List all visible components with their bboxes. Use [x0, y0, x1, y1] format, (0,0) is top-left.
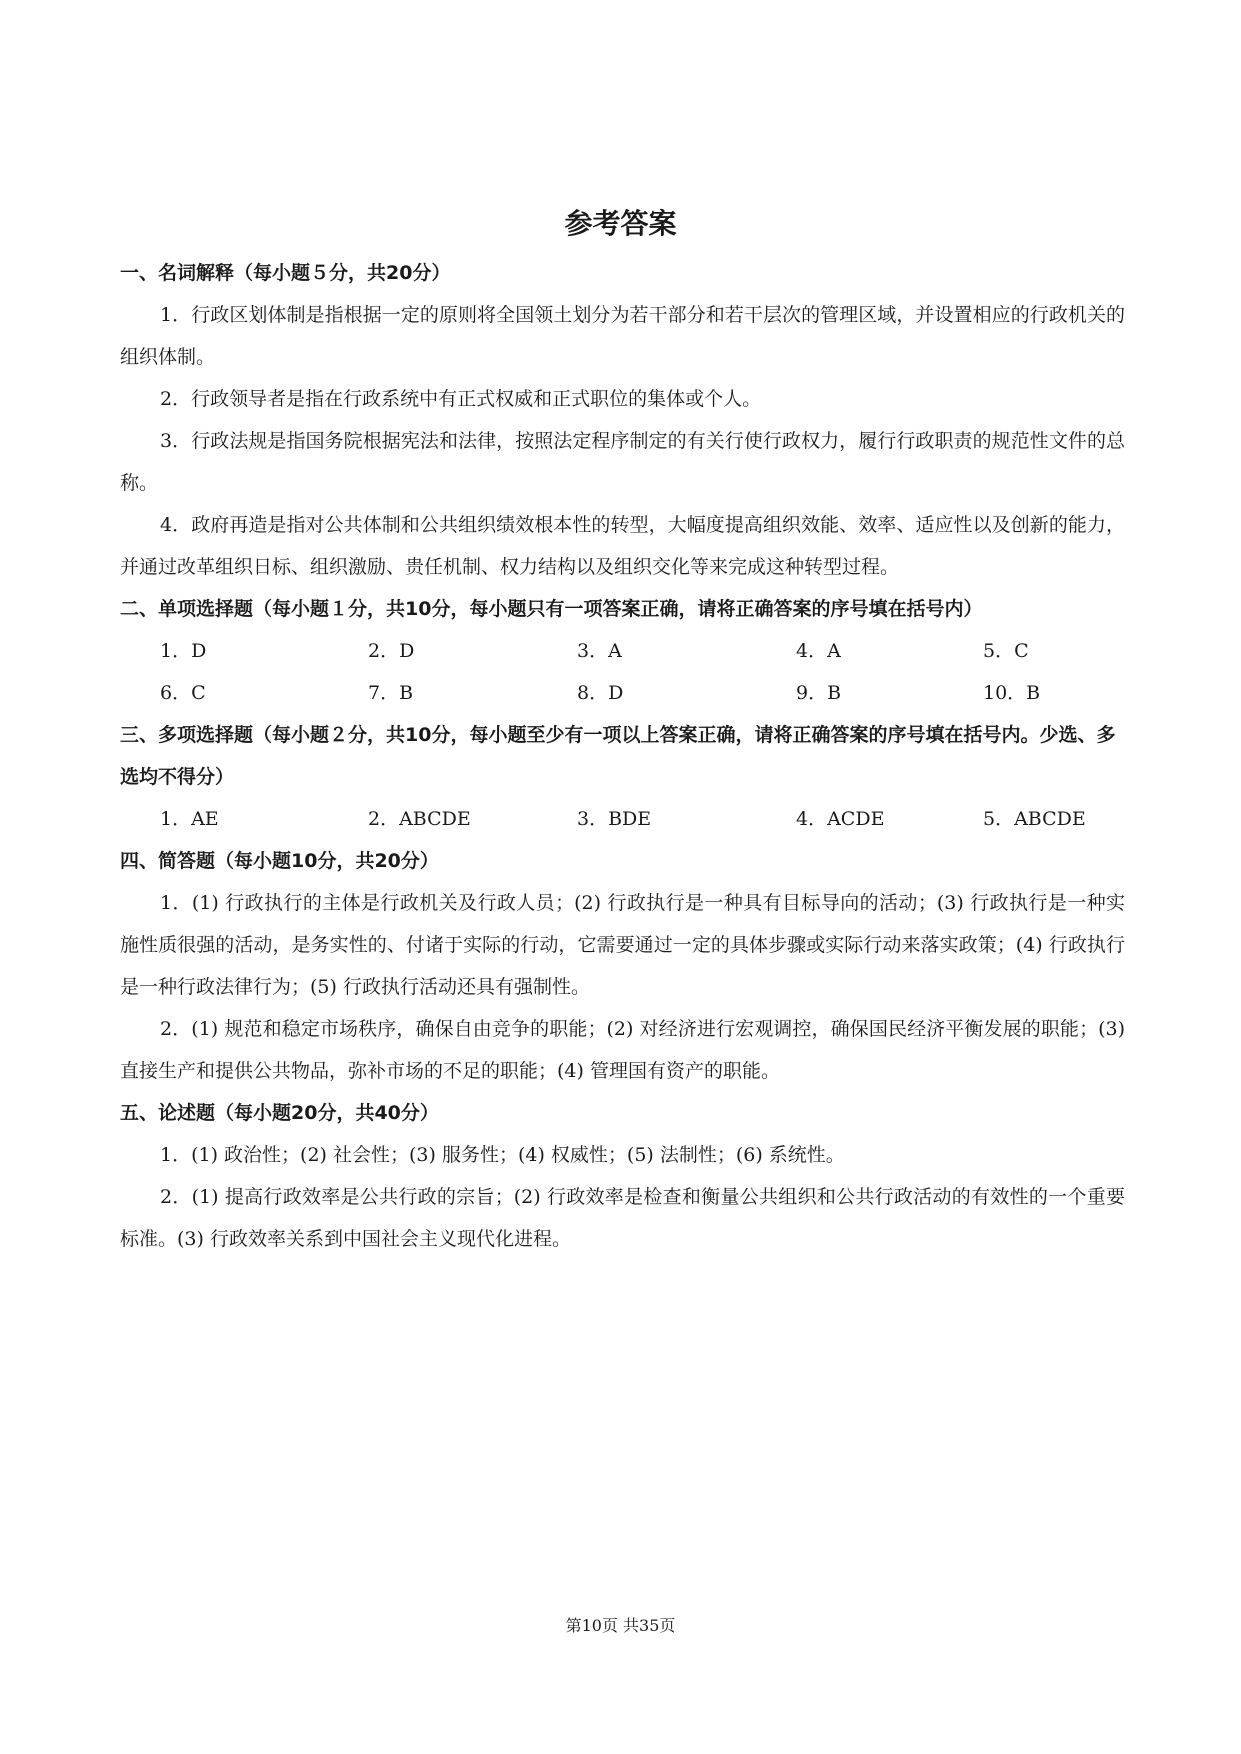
answer-paragraph: 1．(1) 政治性；(2) 社会性；(3) 服务性；(4) 权威性；(5) 法制性；(6) 系统性。 — [160, 1144, 845, 1166]
answer-item: 7．B — [368, 682, 414, 704]
section-essay — [120, 1092, 1125, 1260]
answer-item: 3．BDE — [577, 808, 652, 830]
answer-paragraph: 2．(1) 规范和稳定市场秩序，确保自由竞争的职能；(2) 对经济进行宏观调控，确保国民经济平衡发展的职能；(3) 直接生产和提供公共物品，弥补市场的不足的职能；(4) 管理国有资产的职能。 — [120, 1018, 1125, 1082]
answer-item: 9．B — [796, 682, 842, 704]
section-definitions — [120, 252, 1125, 588]
answer-paragraph: 1．(1) 行政执行的主体是行政机关及行政人员；(2) 行政执行是一种具有目标导向的活动；(3) 行政执行是一种实施性质很强的活动，是务实性的、付诸于实际的行动，它需要通过一定的具体步骤或实际行动来落实政策；(4) 行政执行是一种行政法律行为；(5) 行政执行活动还具有强制性。 — [120, 892, 1125, 998]
page-title: 参考答案 — [564, 207, 677, 240]
answer-item: 1．D — [160, 640, 207, 662]
section-heading: 三、多项选择题（每小题２分，共10分，每小题至少有一项以上答案正确，请将正确答案的序号填在括号内。少选、多选均不得分） — [120, 724, 1116, 788]
answer-item: 4．ACDE — [796, 808, 885, 830]
answer-paragraph: 2．行政领导者是指在行政系统中有正式权威和正式职位的集体或个人。 — [160, 388, 762, 410]
answer-item: 5．ABCDE — [983, 808, 1086, 830]
answer-paragraph: 4．政府再造是指对公共体制和公共组织绩效根本性的转型，大幅度提高组织效能、效率、适应性以及创新的能力，并通过改革组织日标、组织激励、贵任机制、权力结构以及组织交化等来完成这种转型过程。 — [120, 514, 1125, 578]
answer-item: 2．D — [368, 640, 415, 662]
section-heading: 四、简答题（每小题10分，共20分） — [120, 850, 439, 872]
section-multiple-choice — [120, 714, 1125, 840]
answer-item: 6．C — [160, 682, 206, 704]
section-short-answer — [120, 840, 1125, 1092]
answer-grid — [120, 630, 1125, 714]
section-heading: 一、名词解释（每小题５分，共20分） — [120, 262, 451, 284]
answer-item: 3．A — [577, 640, 622, 662]
answer-item: 8．D — [577, 682, 624, 704]
answer-item: 10．B — [983, 682, 1041, 704]
answer-paragraph: 2．(1) 提高行政效率是公共行政的宗旨；(2) 行政效率是检查和衡量公共组织和公共行政活动的有效性的一个重要标准。(3) 行政效率关系到中国社会主义现代化进程。 — [120, 1186, 1125, 1250]
answer-content — [120, 252, 1125, 1260]
section-heading: 五、论述题（每小题20分，共40分） — [120, 1102, 439, 1124]
answer-paragraph: 3．行政法规是指国务院根据宪法和法律，按照法定程序制定的有关行使行政权力，履行行政职责的规范性文件的总称。 — [120, 430, 1125, 494]
page-footer: 第10页 共35页 — [565, 1616, 676, 1635]
answer-grid — [120, 798, 1125, 840]
section-single-choice — [120, 588, 1125, 714]
answer-paragraph: 1．行政区划体制是指根据一定的原则将全国领土划分为若干部分和若干层次的管理区域，并设置相应的行政机关的组织体制。 — [120, 304, 1125, 368]
answer-item: 1．AE — [160, 808, 219, 830]
answer-item: 5．C — [983, 640, 1029, 662]
answer-item: 4．A — [796, 640, 841, 662]
section-heading: 二、单项选择题（每小题１分，共10分，每小题只有一项答案正确，请将正确答案的序号填在括号内） — [120, 598, 983, 620]
answer-item: 2．ABCDE — [368, 808, 471, 830]
